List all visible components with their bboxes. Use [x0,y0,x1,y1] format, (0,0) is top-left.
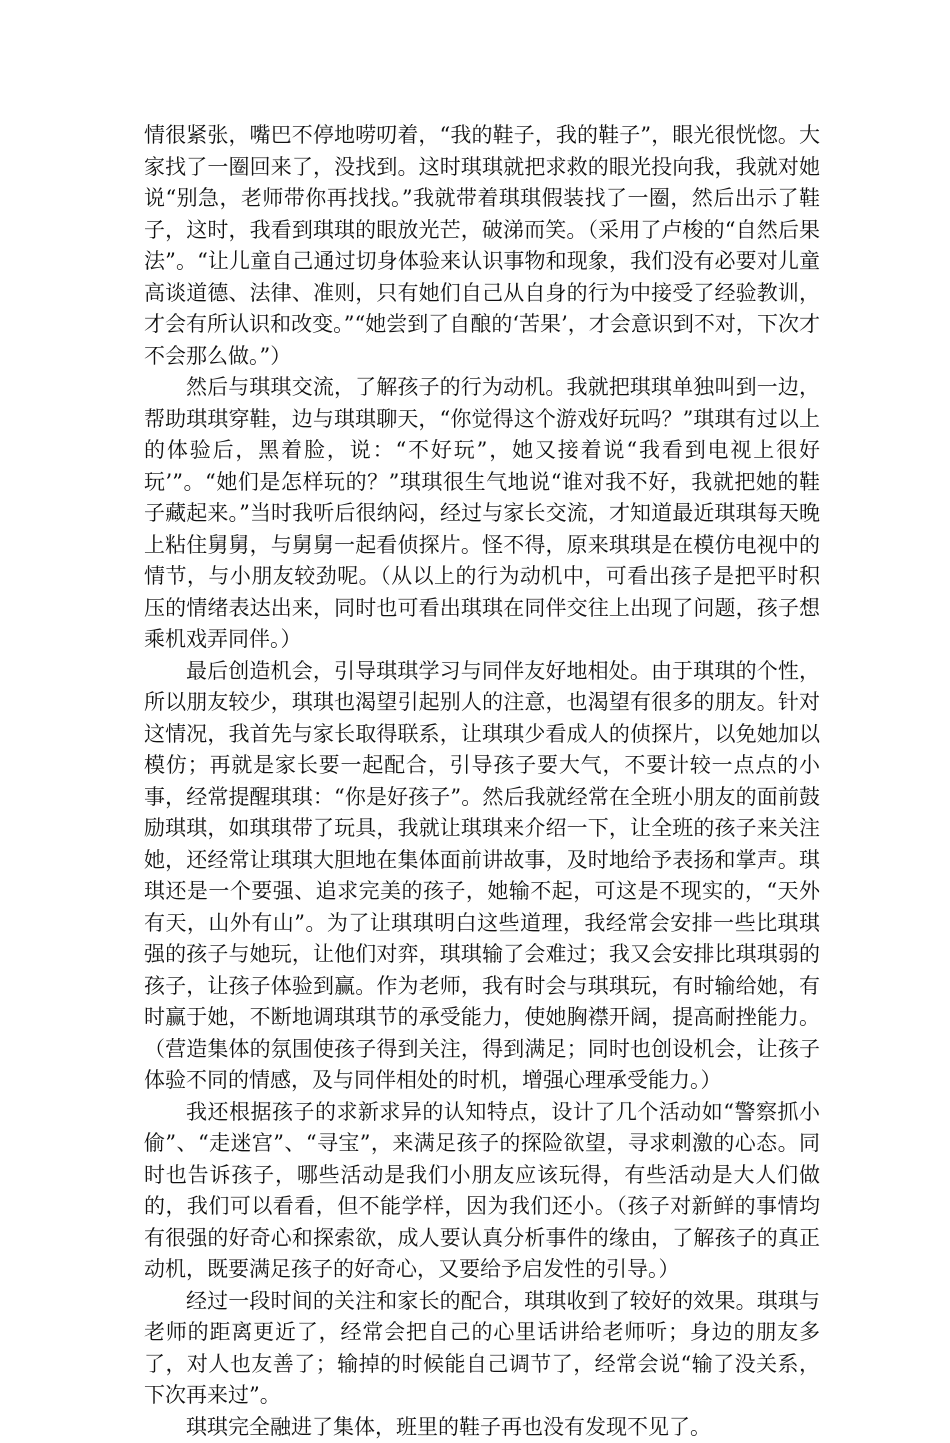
paragraph-2: 然后与琪琪交流，了解孩子的行为动机。我就把琪琪单独叫到一边，帮助琪琪穿鞋，边与琪琪聊天，“你觉得这个游戏好玩吗？”琪琪有过以上的体验后，黑着脸，说：“不好玩”，她又接着说“我看到电视上很好玩’”。“她们是怎样玩的？”琪琪很生气地说“谁对我不好，我就把她的鞋子藏起来。”当时我听后很纳闷，经过与家长交流，才知道最近琪琪每天晚上粘住舅舅，与舅舅一起看侦探片。怪不得，原来琪琪是在模仿电视中的情节，与小朋友较劲呢。（从以上的行为动机中，可看出孩子是把平时积压的情绪表达出来，同时也可看出琪琪在同伴交往上出现了问题，孩子想乘机戏弄同伴。） [144,372,820,656]
paragraph-5: 经过一段时间的关注和家长的配合，琪琪收到了较好的效果。琪琪与老师的距离更近了，经常会把自己的心里话讲给老师听；身边的朋友多了，对人也友善了；输掉的时候能自己调节了，经常会说“输了没关系，下次再来过”。 [144,1286,820,1412]
paragraph-1: 情很紧张，嘴巴不停地唠叨着，“我的鞋子，我的鞋子”，眼光很恍惚。大家找了一圈回来了，没找到。这时琪琪就把求救的眼光投向我，我就对她说“别急，老师带你再找找。”我就带着琪琪假装找了一圈，然后出示了鞋子，这时，我看到琪琪的眼放光芒，破涕而笑。（采用了卢梭的“自然后果法”。“让儿童自己通过切身体验来认识事物和现象，我们没有必要对儿童高谈道德、法律、准则，只有她们自己从自身的行为中接受了经验教训，才会有所认识和改变。”“她尝到了自酿的‘苦果’，才会意识到不对，下次才不会那么做。”） [144,120,820,372]
paragraph-6: 琪琪完全融进了集体，班里的鞋子再也没有发现不见了。 [144,1412,820,1443]
paragraph-4: 我还根据孩子的求新求异的认知特点，设计了几个活动如“警察抓小偷”、“走迷宫”、“寻宝”，来满足孩子的探险欲望，寻求刺激的心态。同时也告诉孩子，哪些活动是我们小朋友应该玩得，有些活动是大人们做的，我们可以看看，但不能学样，因为我们还小。（孩子对新鲜的事情均有很强的好奇心和探索欲，成人要认真分析事件的缘由，了解孩子的真正动机，既要满足孩子的好奇心，又要给予启发性的引导。） [144,1097,820,1286]
paragraph-3: 最后创造机会，引导琪琪学习与同伴友好地相处。由于琪琪的个性，所以朋友较少，琪琪也渴望引起别人的注意，也渴望有很多的朋友。针对这情况，我首先与家长取得联系，让琪琪少看成人的侦探片，以免她加以模仿；再就是家长要一起配合，引导孩子要大气，不要计较一点点的小事，经常提醒琪琪：“你是好孩子”。然后我就经常在全班小朋友的面前鼓励琪琪，如琪琪带了玩具，我就让琪琪来介绍一下，让全班的孩子来关注她，还经常让琪琪大胆地在集体面前讲故事，及时地给予表扬和掌声。琪琪还是一个要强、追求完美的孩子，她输不起，可这是不现实的，“天外有天，山外有山”。为了让琪琪明白这些道理，我经常会安排一些比琪琪强的孩子与她玩，让他们对弈，琪琪输了会难过；我又会安排比琪琪弱的孩子，让孩子体验到赢。作为老师，我有时会与琪琪玩，有时输给她，有时赢于她，不断地调琪琪节的承受能力，使她胸襟开阔，提高耐挫能力。（营造集体的氛围使孩子得到关注，得到满足；同时也创设机会，让孩子体验不同的情感，及与同伴相处的时机，增强心理承受能力。） [144,656,820,1097]
document-page [144,120,820,1443]
